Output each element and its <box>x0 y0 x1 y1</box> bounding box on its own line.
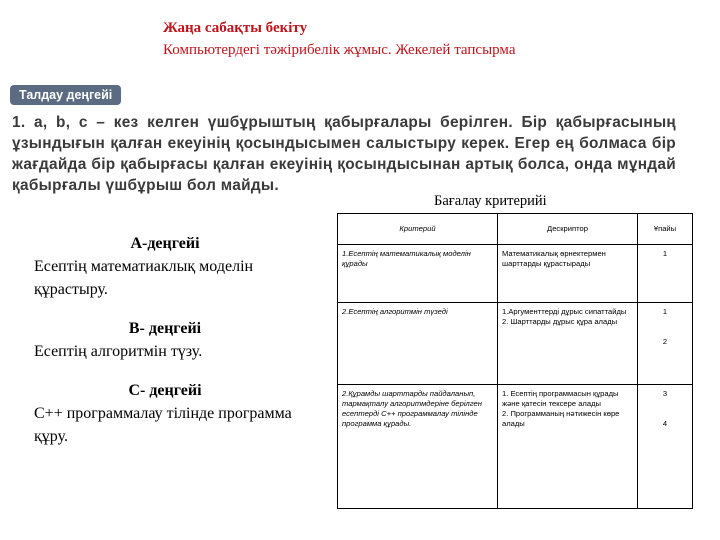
rubric-table <box>337 213 693 509</box>
level-c-title: С- деңгейі <box>128 382 202 399</box>
level-b-text: Есептің алгоритмін түзу. <box>34 343 203 360</box>
analysis-level-badge: Талдау деңгейі <box>10 85 121 105</box>
header-criterion: Критерий <box>338 214 498 245</box>
criterion-cell: 1.Есептің математикалық моделін құрады <box>338 245 498 303</box>
points-cell <box>638 303 693 385</box>
level-a-title: А-деңгейі <box>130 235 200 252</box>
points-cell <box>638 245 693 303</box>
descriptor-cell <box>498 385 638 509</box>
slide-subtitle: Компьютердегі тәжірибелік жұмыс. Жекелей тапсырма <box>163 42 516 58</box>
rubric-header-row <box>338 214 693 245</box>
level-c-text: С++ программалау тілінде программа құру. <box>34 405 292 445</box>
header-descriptor: Дескриптор <box>498 214 638 245</box>
descriptor-line: Математикалық өрнектермен шарттарды құрастырады <box>502 249 606 268</box>
descriptor-line: 1. Есептің программасын құрады және қатесін тексере алады <box>502 389 619 408</box>
slide-header <box>163 18 515 60</box>
descriptor-cell <box>498 303 638 385</box>
rubric-title: Бағалау критерийі <box>434 193 547 209</box>
descriptor-line: 2. Программаның нәтижесін көре алады <box>502 409 620 428</box>
table-row <box>338 385 693 509</box>
level-a-text: Есептің математиаклық моделін құрастыру. <box>34 258 254 298</box>
points-value: 2 <box>662 337 668 346</box>
descriptor-line: 1.Аргументтерді дұрыс сипаттайды <box>502 307 627 316</box>
criterion-cell: 2.Есептің алгоритмін түзеді <box>338 303 498 385</box>
points-value: 1 <box>662 307 668 316</box>
task-text: 1. a, b, c – кез келген үшбұрыштың қабырғалары берілген. Бір қабырғасының ұзындығын қалған екеуінің қосындысымен салыстыру керек. Егер ең болмаса бір жағдайда бір қабырғасы қалған екеуінің қосындысынан артық болса, онда мұндай қабырғалы үшбұрыш бол майды. <box>12 114 676 194</box>
points-value: 4 <box>662 419 668 428</box>
criterion-cell: 2.Құрамды шарттарды пайдаланып, тармақталу алгоритмдеріне берілген есептерді С++ программалау тілінде программа құрады. <box>338 385 498 509</box>
points-cell <box>638 385 693 509</box>
table-row <box>338 245 693 303</box>
descriptor-cell <box>498 245 638 303</box>
points-value: 1 <box>662 249 668 258</box>
slide-title: Жаңа сабақты бекіту <box>163 20 308 36</box>
header-points: Ұпайы <box>638 214 693 245</box>
points-value: 3 <box>662 389 668 398</box>
level-b-title: В- деңгейі <box>128 320 202 337</box>
levels-list <box>34 232 324 464</box>
descriptor-line: 2. Шарттарды дұрыс құра алады <box>502 317 618 326</box>
table-row <box>338 303 693 385</box>
